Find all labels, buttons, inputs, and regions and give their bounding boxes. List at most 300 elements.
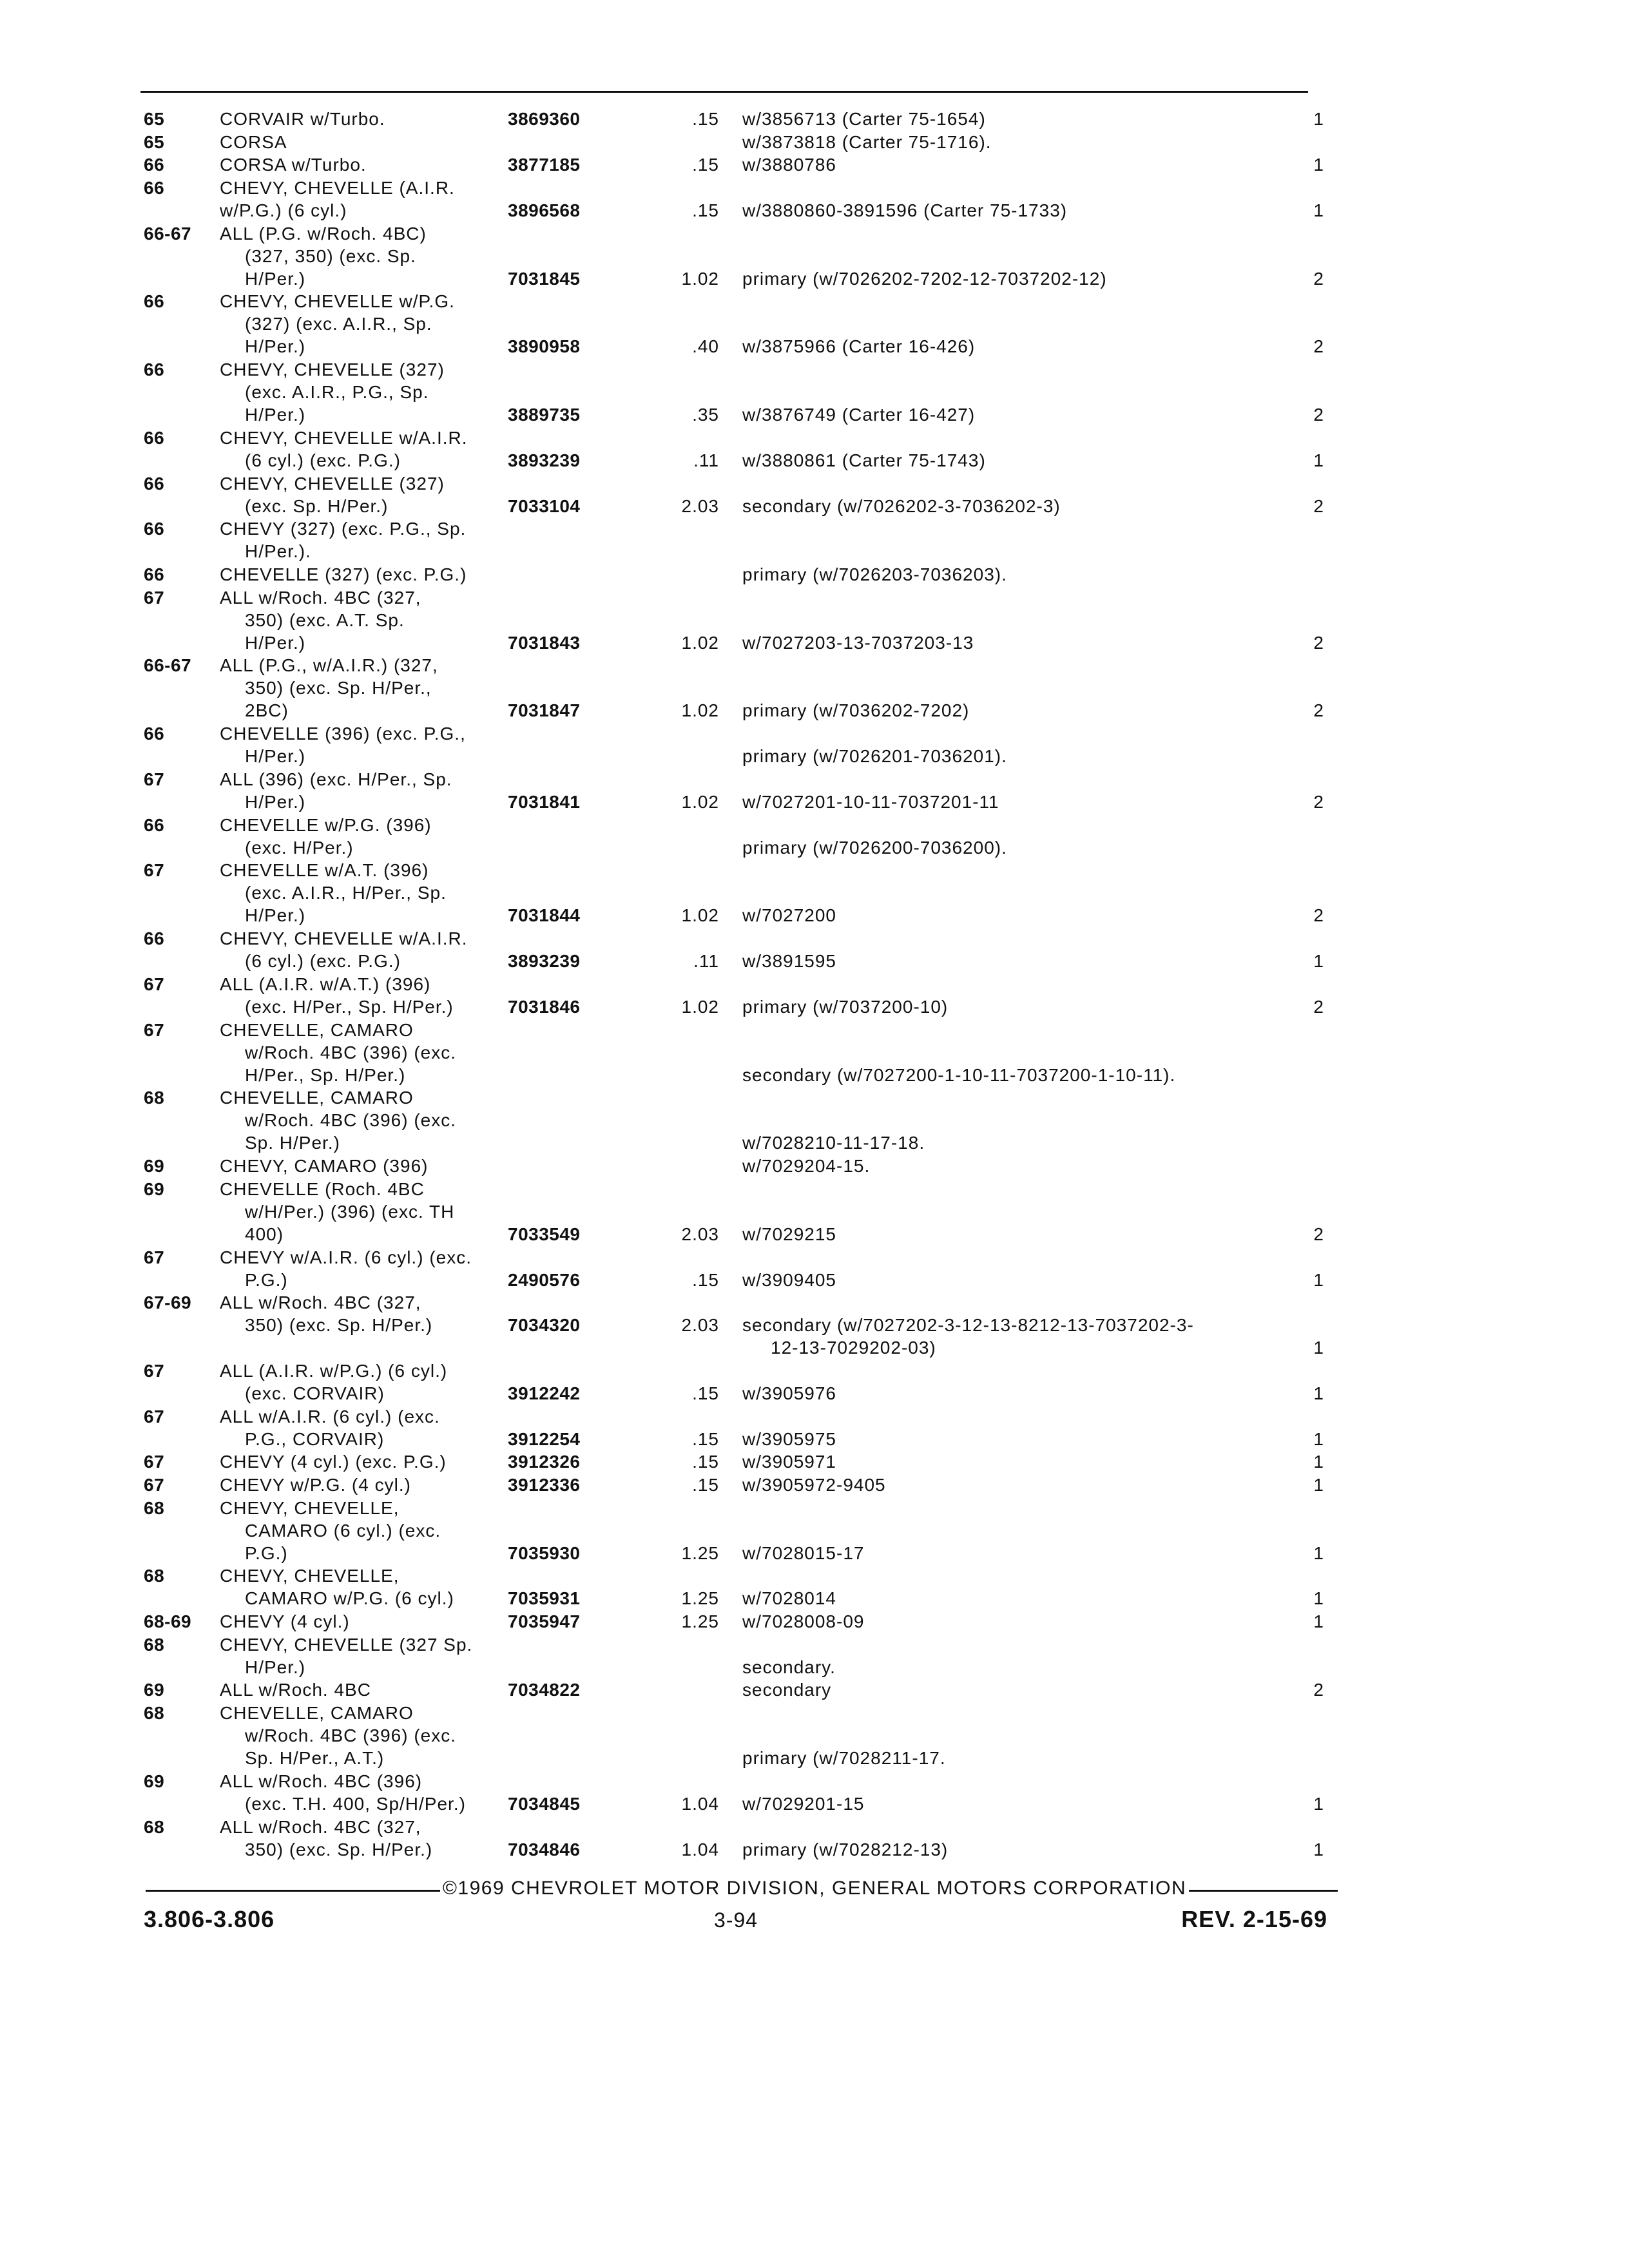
quantity: 1 xyxy=(1313,1839,1324,1860)
quantity: 2 xyxy=(1313,268,1324,289)
list-price: 2.03 xyxy=(681,495,719,516)
entry-line xyxy=(0,222,1629,245)
entry-line xyxy=(0,563,1629,586)
entry-line xyxy=(0,131,1629,153)
list-price: .15 xyxy=(692,200,719,220)
application-description: (exc. Sp. H/Per.) xyxy=(245,495,389,516)
remarks: w/3880786 xyxy=(742,155,837,175)
list-price: 1.04 xyxy=(681,1793,719,1814)
application-description: 350) (exc. Sp. H/Per., xyxy=(245,678,432,698)
remarks: w/7029215 xyxy=(742,1224,837,1244)
entry-line xyxy=(0,1564,1629,1587)
model-year: 66-67 xyxy=(144,655,192,676)
parts-entry xyxy=(0,768,1629,813)
entry-line xyxy=(0,1382,1629,1405)
entry-line xyxy=(0,1041,1629,1064)
parts-entry xyxy=(0,586,1629,654)
part-number: 3896568 xyxy=(508,200,581,220)
application-description: CHEVY, CHEVELLE, xyxy=(220,1497,400,1518)
application-description: CHEVY, CHEVELLE w/A.I.R. xyxy=(220,427,468,448)
entry-line xyxy=(0,1246,1629,1269)
model-year: 66 xyxy=(144,155,165,175)
entry-line xyxy=(0,403,1629,426)
remarks: w/3856713 (Carter 75-1654) xyxy=(742,109,986,129)
quantity: 1 xyxy=(1313,1383,1324,1403)
parts-entry xyxy=(0,1702,1629,1769)
entry-line xyxy=(0,768,1629,791)
part-number: 7033104 xyxy=(508,495,581,516)
parts-entry xyxy=(0,1610,1629,1633)
entry-line xyxy=(0,654,1629,677)
application-description: (exc. H/Per.) xyxy=(245,837,354,858)
parts-entry xyxy=(0,222,1629,290)
part-number: 3912326 xyxy=(508,1452,581,1472)
parts-entry xyxy=(0,1405,1629,1450)
parts-entry xyxy=(0,1770,1629,1815)
entry-line xyxy=(0,950,1629,972)
application-description: 2BC) xyxy=(245,700,289,721)
remarks: w/3875966 (Carter 16-426) xyxy=(742,336,976,357)
entry-line xyxy=(0,1109,1629,1131)
model-year: 69 xyxy=(144,1156,165,1177)
model-year: 69 xyxy=(144,1680,165,1700)
group-numbers: 3.806-3.806 xyxy=(144,1906,275,1932)
remarks: w/3909405 xyxy=(742,1269,837,1290)
part-number: 3890958 xyxy=(508,336,581,357)
parts-entry xyxy=(0,1450,1629,1473)
quantity: 2 xyxy=(1313,336,1324,357)
entry-line xyxy=(0,1428,1629,1450)
application-description: ALL w/Roch. 4BC (327, xyxy=(220,1816,421,1837)
parts-entry xyxy=(0,1633,1629,1678)
parts-entry xyxy=(0,1497,1629,1564)
entry-line xyxy=(0,108,1629,130)
quantity: 2 xyxy=(1313,996,1324,1017)
remarks: primary (w/7026200-7036200). xyxy=(742,837,1007,858)
application-description: P.G.) xyxy=(245,1542,288,1563)
quantity: 2 xyxy=(1313,495,1324,516)
part-number: 7034822 xyxy=(508,1680,581,1700)
model-year: 66 xyxy=(144,427,165,448)
entry-line xyxy=(0,1747,1629,1769)
entry-line xyxy=(0,153,1629,176)
remarks: w/7029201-15 xyxy=(742,1793,865,1814)
part-number: 3869360 xyxy=(508,109,581,129)
model-year: 66 xyxy=(144,177,165,198)
application-description: 350) (exc. A.T. Sp. xyxy=(245,610,405,630)
parts-entry xyxy=(0,1178,1629,1245)
entry-line xyxy=(0,1064,1629,1086)
list-price: .15 xyxy=(692,1269,719,1290)
remarks: w/3880860-3891596 (Carter 75-1733) xyxy=(742,200,1068,220)
remarks: w/7028015-17 xyxy=(742,1542,865,1563)
application-description: ALL (P.G., w/A.I.R.) (327, xyxy=(220,655,438,676)
entry-line xyxy=(0,1155,1629,1177)
top-rule xyxy=(140,91,1308,93)
entry-line xyxy=(0,245,1629,267)
remarks-continued: 12-13-7029202-03) xyxy=(771,1338,936,1358)
application-description: (exc. T.H. 400, Sp/H/Per.) xyxy=(245,1793,466,1814)
entry-line xyxy=(0,1360,1629,1382)
application-description: CORSA w/Turbo. xyxy=(220,155,367,175)
application-description: w/H/Per.) (396) (exc. TH xyxy=(245,1201,455,1222)
part-number: 3912336 xyxy=(508,1475,581,1495)
application-description: H/Per.) xyxy=(245,905,306,926)
remarks: w/7028210-11-17-18. xyxy=(742,1133,925,1153)
entry-line xyxy=(0,1291,1629,1314)
application-description: CHEVY, CHEVELLE w/P.G. xyxy=(220,291,455,312)
entry-line xyxy=(0,267,1629,290)
copyright-line xyxy=(0,1878,1629,1899)
application-description: (6 cyl.) (exc. P.G.) xyxy=(245,450,401,470)
list-price: 1.25 xyxy=(681,1588,719,1609)
model-year: 68 xyxy=(144,1703,165,1723)
remarks: w/7029204-15. xyxy=(742,1156,871,1177)
entry-line xyxy=(0,1816,1629,1838)
entry-line xyxy=(0,177,1629,199)
application-description: CAMARO w/P.G. (6 cyl.) xyxy=(245,1588,454,1609)
quantity: 1 xyxy=(1313,155,1324,175)
part-number: 7034846 xyxy=(508,1839,581,1860)
application-description: ALL (A.I.R. w/A.T.) (396) xyxy=(220,974,431,994)
application-description: H/Per.) xyxy=(245,791,306,812)
list-price: 2.03 xyxy=(681,1224,719,1244)
model-year: 68-69 xyxy=(144,1611,192,1632)
model-year: 69 xyxy=(144,1771,165,1791)
application-description: H/Per.) xyxy=(245,336,306,357)
quantity: 2 xyxy=(1313,791,1324,812)
model-year: 67-69 xyxy=(144,1293,192,1313)
application-description: (exc. A.I.R., P.G., Sp. xyxy=(245,382,429,403)
quantity: 2 xyxy=(1313,905,1324,926)
part-number: 7031844 xyxy=(508,905,581,926)
list-price: 2.03 xyxy=(681,1315,719,1336)
list-price: .40 xyxy=(692,336,719,357)
parts-entry xyxy=(0,973,1629,1018)
application-description: w/P.G.) (6 cyl.) xyxy=(220,200,347,220)
entry-line xyxy=(0,995,1629,1018)
application-description: ALL w/Roch. 4BC xyxy=(220,1680,371,1700)
application-description: w/Roch. 4BC (396) (exc. xyxy=(245,1725,456,1745)
remarks: primary (w/7028212-13) xyxy=(742,1839,949,1860)
application-description: CHEVELLE, CAMARO xyxy=(220,1019,414,1040)
remarks: w/3905975 xyxy=(742,1428,837,1449)
parts-entry xyxy=(0,177,1629,222)
part-number: 7035930 xyxy=(508,1542,581,1563)
model-year: 66 xyxy=(144,814,165,835)
application-description: H/Per.) xyxy=(245,1657,306,1677)
list-price: .15 xyxy=(692,1452,719,1472)
application-description: ALL (396) (exc. H/Per., Sp. xyxy=(220,769,452,789)
entry-line xyxy=(0,199,1629,222)
quantity: 1 xyxy=(1313,1588,1324,1609)
remarks: w/3905972-9405 xyxy=(742,1475,886,1495)
entry-line xyxy=(0,791,1629,813)
model-year: 67 xyxy=(144,1406,165,1427)
application-description: ALL (A.I.R. w/P.G.) (6 cyl.) xyxy=(220,1361,448,1381)
application-description: H/Per.) xyxy=(245,268,306,289)
parts-entry xyxy=(0,1086,1629,1154)
application-description: CHEVY w/A.I.R. (6 cyl.) (exc. xyxy=(220,1247,472,1267)
entry-line xyxy=(0,472,1629,495)
entry-line xyxy=(0,1587,1629,1610)
application-description: CHEVELLE, CAMARO xyxy=(220,1088,414,1108)
entry-line xyxy=(0,1633,1629,1656)
entry-line xyxy=(0,586,1629,609)
parts-entry xyxy=(0,814,1629,859)
application-description: CHEVELLE w/A.T. (396) xyxy=(220,860,429,881)
application-description: 350) (exc. Sp. H/Per.) xyxy=(245,1839,433,1860)
part-number: 3893239 xyxy=(508,450,581,470)
model-year: 66-67 xyxy=(144,223,192,244)
model-year: 66 xyxy=(144,928,165,949)
part-number: 3893239 xyxy=(508,951,581,972)
remarks: primary (w/7028211-17. xyxy=(742,1748,946,1768)
application-description: H/Per.) xyxy=(245,746,306,767)
list-price: .15 xyxy=(692,1475,719,1495)
remarks: w/7028014 xyxy=(742,1588,837,1609)
model-year: 67 xyxy=(144,1452,165,1472)
application-description: 400) xyxy=(245,1224,284,1244)
parts-entry xyxy=(0,358,1629,426)
remarks: secondary. xyxy=(742,1657,836,1677)
quantity: 1 xyxy=(1313,1475,1324,1495)
quantity: 2 xyxy=(1313,1224,1324,1244)
list-price: .11 xyxy=(693,450,719,470)
entry-line xyxy=(0,609,1629,631)
list-price: 1.02 xyxy=(681,700,719,721)
entry-line xyxy=(0,1223,1629,1245)
model-year: 66 xyxy=(144,291,165,312)
entry-line xyxy=(0,381,1629,403)
quantity: 2 xyxy=(1313,405,1324,425)
quantity: 1 xyxy=(1313,1428,1324,1449)
quantity: 1 xyxy=(1313,1793,1324,1814)
part-number: 7035947 xyxy=(508,1611,581,1632)
application-description: H/Per.) xyxy=(245,632,306,653)
parts-entry xyxy=(0,859,1629,927)
entry-line xyxy=(0,1019,1629,1041)
remarks: primary (w/7026201-7036201). xyxy=(742,746,1007,767)
remarks: primary (w/7026202-7202-12-7037202-12) xyxy=(742,268,1107,289)
application-description: (exc. H/Per., Sp. H/Per.) xyxy=(245,996,454,1017)
model-year: 67 xyxy=(144,587,165,608)
remarks: secondary (w/7027202-3-12-13-8212-13-7037202-3- xyxy=(742,1315,1194,1336)
remarks: secondary (w/7027200-1-10-11-7037200-1-10-11). xyxy=(742,1064,1176,1085)
part-number: 7035931 xyxy=(508,1588,581,1609)
part-number: 7031841 xyxy=(508,791,581,812)
part-number: 7031843 xyxy=(508,632,581,653)
model-year: 68 xyxy=(144,1816,165,1837)
application-description: CHEVY, CHEVELLE, xyxy=(220,1566,400,1586)
entry-line xyxy=(0,1610,1629,1633)
application-description: H/Per.) xyxy=(245,405,306,425)
entry-line xyxy=(0,631,1629,654)
application-description: CHEVY (4 cyl.) (exc. P.G.) xyxy=(220,1452,447,1472)
page-number: 3-94 xyxy=(714,1908,758,1932)
application-description: Sp. H/Per., A.T.) xyxy=(245,1748,385,1768)
entry-line xyxy=(0,1497,1629,1519)
entry-line xyxy=(0,904,1629,927)
model-year: 67 xyxy=(144,769,165,789)
parts-entry xyxy=(0,1360,1629,1405)
part-number: 7031846 xyxy=(508,996,581,1017)
entry-line xyxy=(0,745,1629,767)
application-description: (6 cyl.) (exc. P.G.) xyxy=(245,951,401,972)
list-price: 1.02 xyxy=(681,268,719,289)
entry-line xyxy=(0,1086,1629,1109)
application-description: CHEVY, CHEVELLE (327) xyxy=(220,473,445,494)
application-description: (327, 350) (exc. Sp. xyxy=(245,245,416,266)
model-year: 67 xyxy=(144,1247,165,1267)
list-price: .15 xyxy=(692,109,719,129)
model-year: 67 xyxy=(144,1019,165,1040)
model-year: 66 xyxy=(144,473,165,494)
parts-entry xyxy=(0,427,1629,472)
model-year: 66 xyxy=(144,724,165,744)
entry-line xyxy=(0,1702,1629,1724)
quantity: 1 xyxy=(1313,450,1324,470)
part-number: 7031847 xyxy=(508,700,581,721)
application-description: CHEVY, CHEVELLE (327) xyxy=(220,360,445,380)
remarks: w/3873818 (Carter 75-1716). xyxy=(742,131,992,152)
parts-entry xyxy=(0,290,1629,358)
entry-line xyxy=(0,859,1629,881)
quantity: 1 xyxy=(1313,1542,1324,1563)
entry-line xyxy=(0,881,1629,904)
application-description: CHEVY (327) (exc. P.G., Sp. xyxy=(220,519,467,539)
application-description: (327) (exc. A.I.R., Sp. xyxy=(245,314,432,334)
application-description: w/Roch. 4BC (396) (exc. xyxy=(245,1110,456,1131)
entry-line xyxy=(0,699,1629,722)
remarks: primary (w/7037200-10) xyxy=(742,996,949,1017)
part-number: 3912242 xyxy=(508,1383,581,1403)
entry-line xyxy=(0,517,1629,540)
remarks: secondary (w/7026202-3-7036202-3) xyxy=(742,495,1061,516)
entry-line xyxy=(0,1405,1629,1428)
entry-line xyxy=(0,427,1629,449)
remarks: w/7028008-09 xyxy=(742,1611,865,1632)
entry-line xyxy=(0,1450,1629,1473)
entry-line xyxy=(0,1724,1629,1747)
entry-line xyxy=(0,1131,1629,1154)
application-description: CHEVY, CHEVELLE w/A.I.R. xyxy=(220,928,468,949)
entry-line xyxy=(0,1314,1629,1336)
entry-line xyxy=(0,495,1629,517)
remarks: w/3891595 xyxy=(742,951,837,972)
part-number: 7034320 xyxy=(508,1315,581,1336)
entry-line xyxy=(0,1336,1629,1359)
application-description: ALL w/Roch. 4BC (327, xyxy=(220,587,421,608)
list-price: 1.25 xyxy=(681,1611,719,1632)
quantity: 1 xyxy=(1313,1269,1324,1290)
part-number: 7034845 xyxy=(508,1793,581,1814)
entry-line xyxy=(0,358,1629,381)
list-price: .35 xyxy=(692,405,719,425)
list-price: 1.02 xyxy=(681,791,719,812)
parts-entry xyxy=(0,1246,1629,1291)
entry-line xyxy=(0,722,1629,745)
remarks: w/7027200 xyxy=(742,905,837,926)
application-description: ALL w/A.I.R. (6 cyl.) (exc. xyxy=(220,1406,440,1427)
entry-line xyxy=(0,290,1629,312)
quantity: 1 xyxy=(1313,1338,1324,1358)
application-description: CHEVY (4 cyl.) xyxy=(220,1611,350,1632)
remarks: w/3905971 xyxy=(742,1452,837,1472)
entry-line xyxy=(0,540,1629,562)
application-description: CHEVELLE w/P.G. (396) xyxy=(220,814,432,835)
application-description: w/Roch. 4BC (396) (exc. xyxy=(245,1042,456,1062)
model-year: 65 xyxy=(144,131,165,152)
entry-line xyxy=(0,1678,1629,1701)
entry-line xyxy=(0,1519,1629,1542)
list-price: .15 xyxy=(692,155,719,175)
application-description: H/Per.). xyxy=(245,541,311,562)
quantity: 1 xyxy=(1313,1452,1324,1472)
entry-line xyxy=(0,677,1629,699)
part-number: 3912254 xyxy=(508,1428,581,1449)
parts-entry xyxy=(0,1019,1629,1086)
parts-entry xyxy=(0,927,1629,972)
quantity: 2 xyxy=(1313,632,1324,653)
model-year: 68 xyxy=(144,1566,165,1586)
parts-entry xyxy=(0,131,1629,153)
revision-date: REV. 2-15-69 xyxy=(1181,1906,1327,1932)
model-year: 66 xyxy=(144,519,165,539)
quantity: 1 xyxy=(1313,1611,1324,1632)
application-description: (exc. CORVAIR) xyxy=(245,1383,385,1403)
entry-line xyxy=(0,1269,1629,1291)
application-description: ALL (P.G. w/Roch. 4BC) xyxy=(220,223,427,244)
entry-line xyxy=(0,1178,1629,1200)
application-description: 350) (exc. Sp. H/Per.) xyxy=(245,1315,433,1336)
entry-line xyxy=(0,1542,1629,1564)
entry-line xyxy=(0,1838,1629,1861)
entry-line xyxy=(0,973,1629,995)
application-description: CHEVY, CHEVELLE (A.I.R. xyxy=(220,177,455,198)
model-year: 69 xyxy=(144,1178,165,1199)
application-description: P.G.) xyxy=(245,1269,288,1290)
model-year: 67 xyxy=(144,1361,165,1381)
application-description: ALL w/Roch. 4BC (396) xyxy=(220,1771,423,1791)
remarks: w/3876749 (Carter 16-427) xyxy=(742,405,976,425)
list-price: .15 xyxy=(692,1383,719,1403)
entry-line xyxy=(0,335,1629,358)
quantity: 1 xyxy=(1313,200,1324,220)
application-description: CHEVELLE, CAMARO xyxy=(220,1703,414,1723)
entry-line xyxy=(0,836,1629,859)
application-description: Sp. H/Per.) xyxy=(245,1133,340,1153)
parts-entry xyxy=(0,472,1629,517)
parts-entry xyxy=(0,563,1629,586)
list-price: 1.04 xyxy=(681,1839,719,1860)
parts-entry xyxy=(0,1474,1629,1496)
model-year: 67 xyxy=(144,1475,165,1495)
part-number: 7033549 xyxy=(508,1224,581,1244)
list-price: .11 xyxy=(693,951,719,972)
application-description: ALL w/Roch. 4BC (327, xyxy=(220,1293,421,1313)
part-number: 3889735 xyxy=(508,405,581,425)
application-description: CORVAIR w/Turbo. xyxy=(220,109,385,129)
part-number: 2490576 xyxy=(508,1269,581,1290)
application-description: CHEVELLE (Roch. 4BC xyxy=(220,1178,425,1199)
entry-line xyxy=(0,449,1629,472)
entry-line xyxy=(0,1656,1629,1678)
parts-entry xyxy=(0,517,1629,562)
application-description: (exc. A.I.R., H/Per., Sp. xyxy=(245,883,447,903)
entry-line xyxy=(0,927,1629,950)
parts-entry xyxy=(0,1291,1629,1359)
